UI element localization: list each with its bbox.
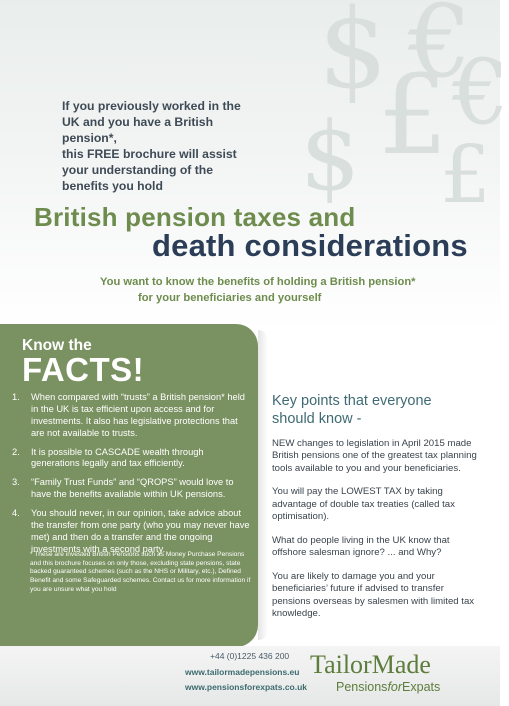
intro-line: your understanding of the: [62, 163, 213, 178]
dollar-symbol-2: $: [300, 102, 361, 212]
fact-item: [12, 447, 252, 471]
fact-item: [12, 392, 252, 440]
euro-symbol-1: €: [408, 0, 472, 100]
intro-line: this FREE brochure will assist: [62, 147, 237, 162]
intro-line: If you previously worked in the: [62, 99, 241, 113]
key-point-item: NEW changes to legislation in April 2015 made British pensions one of the greatest tax planning tools available to you and your beneficiaries.: [272, 438, 477, 474]
dollar-symbol-1: $: [318, 0, 388, 113]
fact-text: When compared with “trusts” a British pension* held in the UK is tax efficient upon access and for investments. It also has legislative protections that are not available to trusts.: [31, 392, 245, 438]
subheadline-line-2: for your beneficiaries and yourself: [138, 292, 322, 304]
key-point-item: What do people living in the UK know that offshore salesman ignore? ... and Why?: [272, 534, 450, 559]
fact-item: [12, 477, 252, 501]
facts-heading-small: Know the: [22, 337, 92, 354]
logo-tagline-pensions: Pensions: [336, 680, 388, 694]
logo-tagline: [336, 680, 440, 694]
fact-text: “Family Trust Funds” and “QROPS” would love to have the benefits available within UK pensions.: [31, 477, 234, 500]
key-points-list: [272, 438, 482, 632]
fact-text: You should never, in our opinion, take advice about the transfer from one party (who you may never have met) and then do a transfer and the ongoing investments with a second party.: [31, 508, 250, 554]
fact-number: 2.: [12, 446, 20, 457]
key-points-title: Key points that everyone should know -: [272, 393, 432, 428]
intro-line: UK and you have a British pension*,: [62, 115, 214, 146]
logo-tagline-expats: Expats: [402, 680, 441, 694]
tailormade-logo: [310, 650, 490, 700]
fact-text: It is possible to CASCADE wealth through generations legally and tax efficiently.: [31, 446, 204, 469]
fact-number: 4.: [12, 508, 20, 519]
subheadline-line-1: You want to know the benefits of holding a British pension*: [100, 276, 416, 288]
intro-line: benefits you hold: [62, 179, 163, 194]
logo-tagline-for: for: [387, 680, 403, 694]
website-link-pensionsforexpats[interactable]: www.pensionsforexpats.co.uk: [185, 682, 308, 692]
pound-symbol-2: £: [440, 128, 491, 221]
fact-number: 3.: [12, 477, 20, 488]
key-point-item: You will pay the LOWEST TAX by taking advantage of double tax treaties (called tax optimisation).: [272, 486, 455, 523]
fact-number: 1.: [12, 392, 20, 402]
pound-symbol-1: £: [378, 51, 448, 179]
fact-item: [12, 508, 252, 556]
facts-list: [12, 392, 252, 563]
logo-wordmark: TailorMade: [310, 650, 431, 679]
headline-line-1: British pension taxes and: [34, 202, 356, 232]
facts-footnote: * These are invested British Pensions such as Money Purchase Pensions and this brochure focuses on only those, excluding state pensions, state backed guaranteed schemes (such as the NHS or Military, etc.), Defined Benefit and some Safeguarded schemes. Contact us for more information if you are unsure what you hold: [30, 551, 251, 593]
headline-line-2: death considerations: [152, 228, 468, 263]
euro-symbol-2: €: [452, 40, 509, 145]
facts-heading-large: FACTS!: [22, 351, 145, 388]
website-link-tailormade[interactable]: www.tailormadepensions.eu: [185, 667, 300, 677]
facts-panel-shadow: [258, 330, 268, 640]
intro-text: [62, 98, 262, 195]
phone-number[interactable]: +44 (0)1225 436 200: [210, 651, 290, 661]
key-point-item: You are likely to damage you and your beneficiaries’ future if advised to transfer pensions overseas by salesmen with limited tax knowledge.: [272, 570, 475, 620]
